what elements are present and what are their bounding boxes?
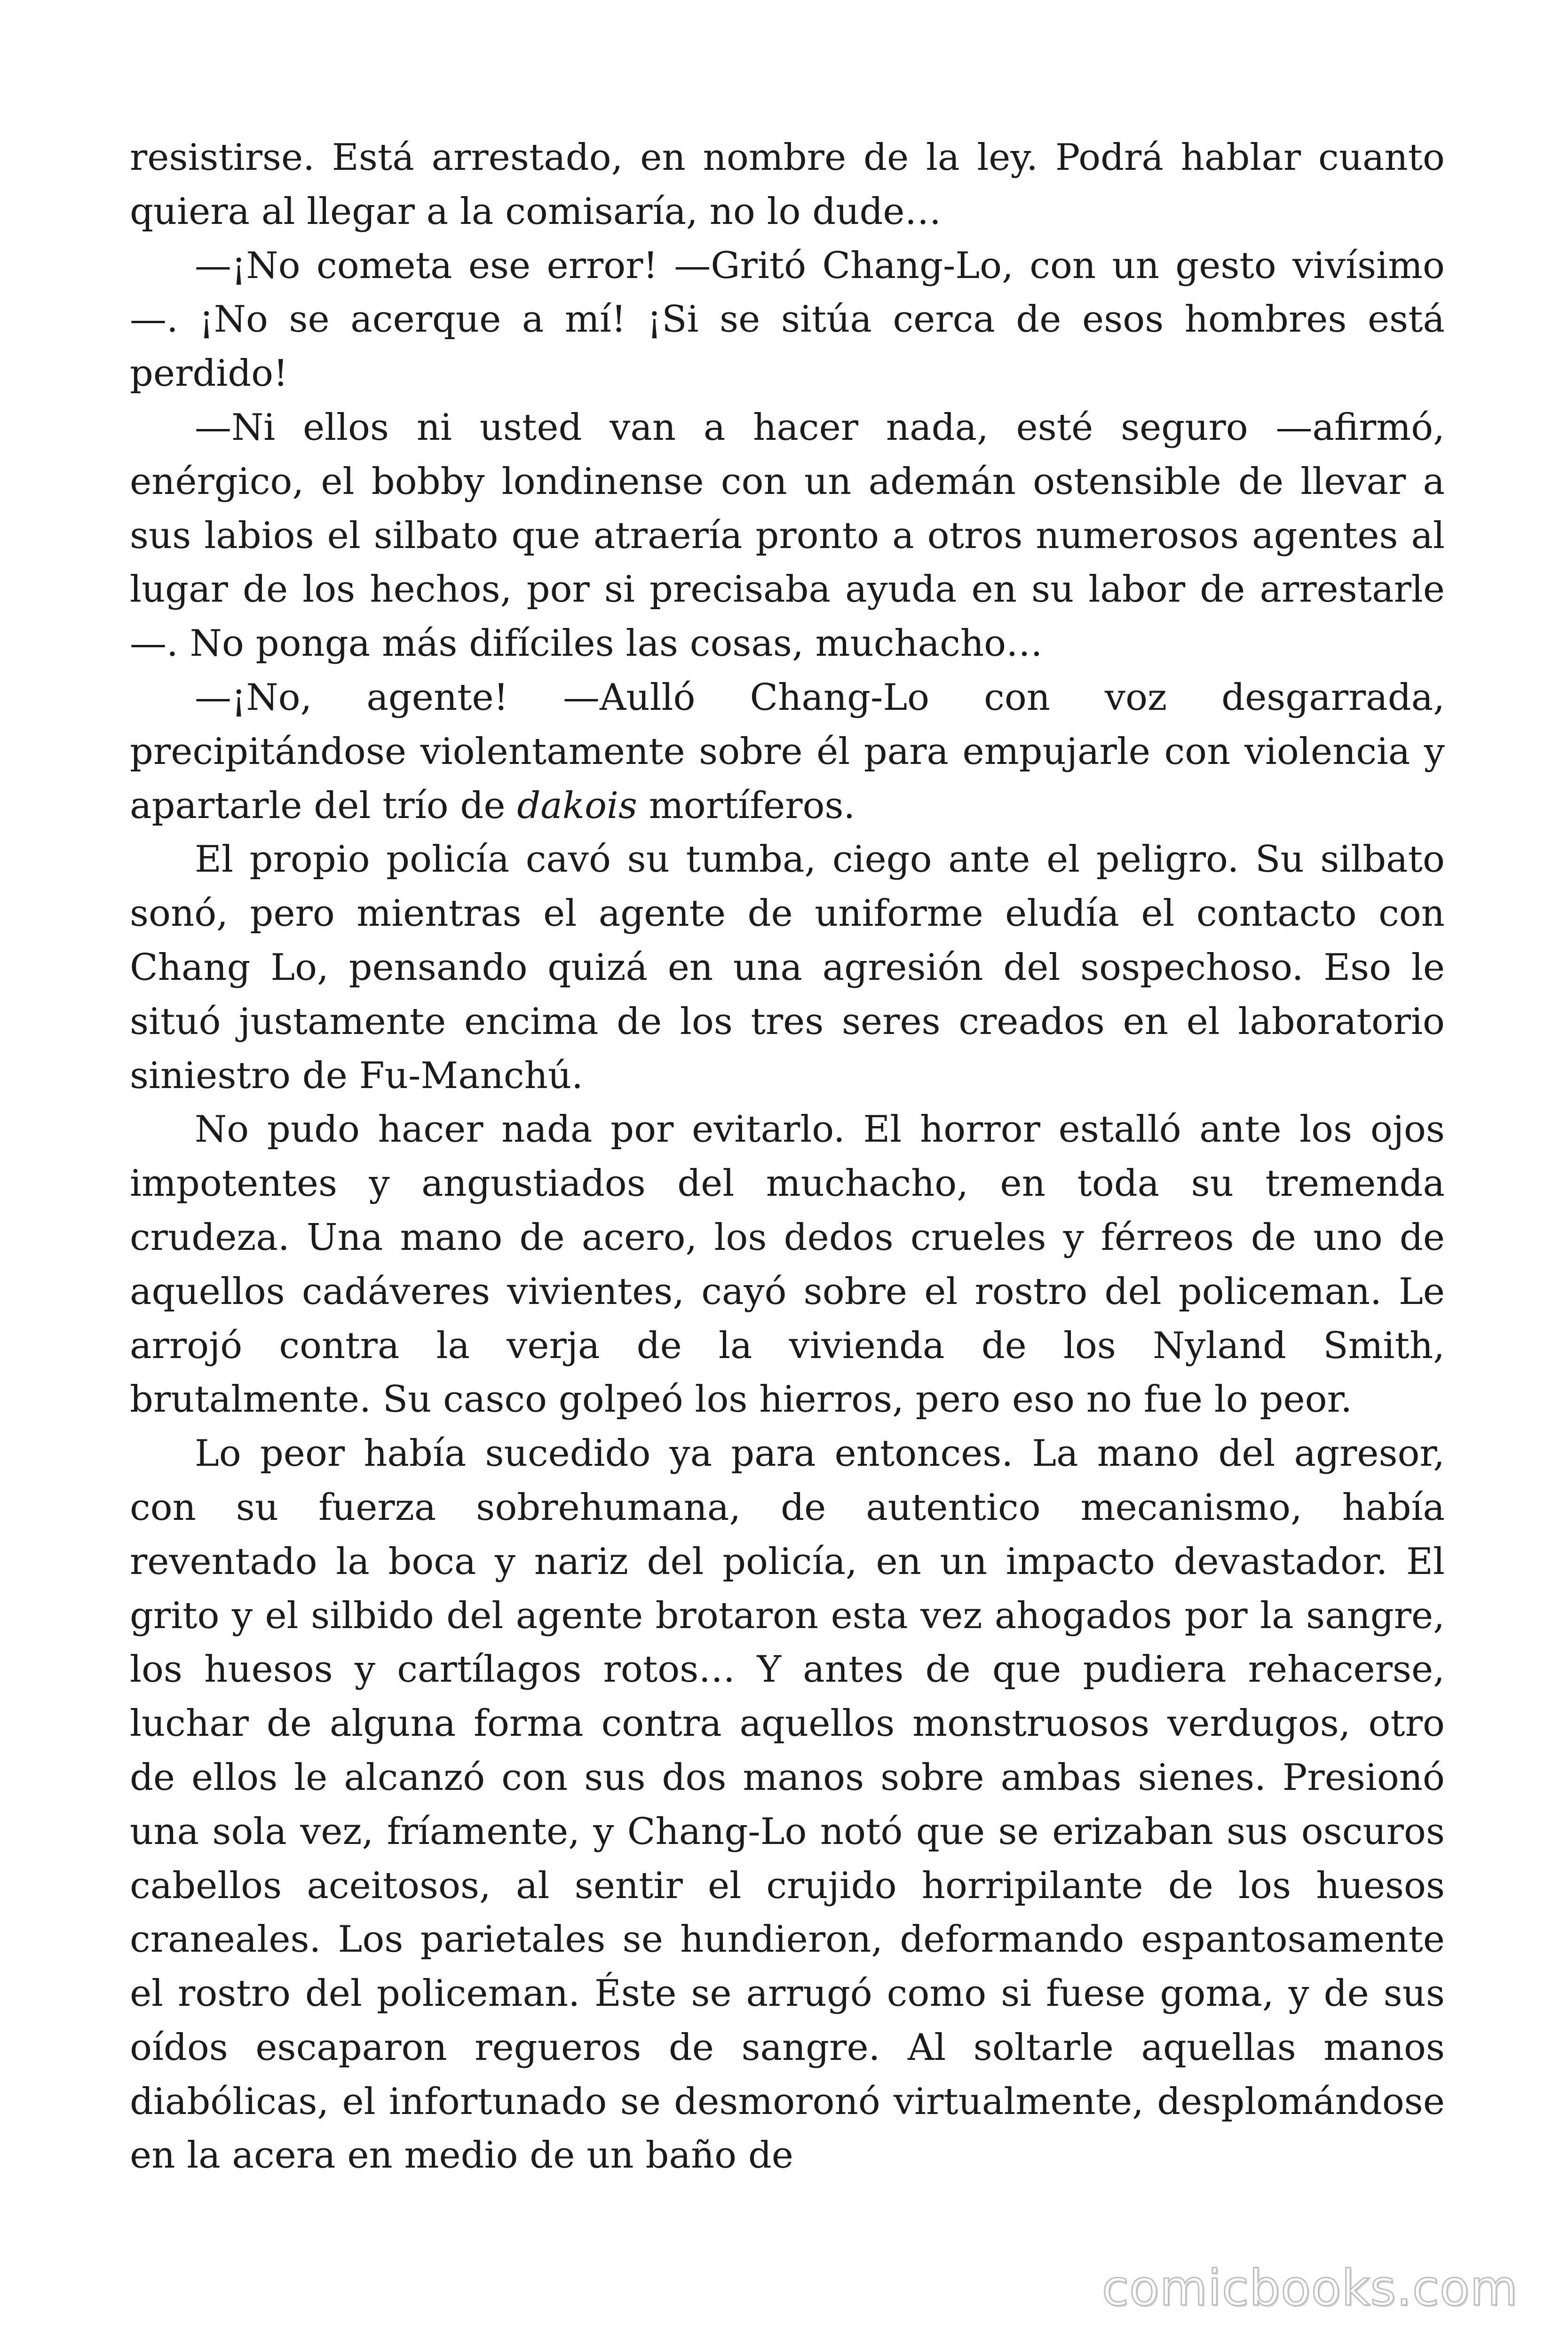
paragraph [130,1427,1445,2183]
body-text [130,131,1445,2183]
paragraph-text: Lo peor había sucedido ya para entonces. La mano del agresor, con su fuerza sobrehumana, de autentico mecanismo, había reventado la boca y nariz del policía, en un impacto devastador. El grito y el silbido del agente brotaron esta vez ahogados por la sangre, los huesos y cartílagos rotos… Y antes de que pudiera rehacerse, luchar de alguna forma contra aquellos monstruosos verdugos, otro de ellos le alcanzó con sus dos manos sobre ambas sienes. Presionó una sola vez, fríamente, y Chang-Lo notó que se erizaban sus oscuros cabellos aceitosos, al sentir el crujido horripilante de los huesos craneales. Los parietales se hundieron, deformando espantosamente el rostro del policeman. Éste se arrugó como si fuese goma, y de sus oídos escaparon regueros de sangre. Al soltarle aquellas manos diabólicas, el infortunado se desmoronó virtualmente, desplomándose en la acera en medio de un baño de [130,1432,1445,2177]
paragraph-text: —¡No cometa ese error! —Gritó Chang-Lo, con un gesto vivísimo—. ¡No se acerque a mí! ¡Si se sitúa cerca de esos hombres está perdido! [130,244,1445,395]
paragraph-text: El propio policía cavó su tumba, ciego ante el peligro. Su silbato sonó, pero mientras el agente de uniforme eludía el contacto con Chang Lo, pensando quizá en una agresión del sospechoso. Eso le situó justamente encima de los tres seres creados en el laboratorio siniestro de Fu-Manchú. [130,838,1445,1097]
paragraph [130,833,1445,1103]
paragraph [130,131,1445,239]
paragraph-text: —Ni ellos ni usted van a hacer nada, esté seguro —afirmó, enérgico, el bobby londinense con un ademán ostensible de llevar a sus labios el silbato que atraería pronto a otros numerosos agentes al lugar de los hechos, por si precisaba ayuda en su labor de arrestarle—. No ponga más difíciles las cosas, muchacho… [130,406,1445,665]
paragraph-text: resistirse. Está arrestado, en nombre de la ley. Podrá hablar cuanto quiera al llegar a la comisaría, no lo dude… [130,136,1445,233]
paragraph-text: mortíferos. [637,784,855,827]
watermark-logo: comicbooks.com [1101,2259,1518,2317]
italic-word: dakois [517,784,637,827]
paragraph-text: No pudo hacer nada por evitarlo. El horror estalló ante los ojos impotentes y angustiados del muchacho, en toda su tremenda crudeza. Una mano de acero, los dedos crueles y férreos de uno de aquellos cadáveres vivientes, cayó sobre el rostro del policeman. Le arrojó contra la verja de la vivienda de los Nyland Smith, brutalmente. Su casco golpeó los hierros, pero eso no fue lo peor. [130,1108,1445,1421]
paragraph [130,401,1445,671]
paragraph [130,671,1445,833]
paragraph-text: —¡No, agente! —Aulló Chang-Lo con voz desgarrada, precipitándose violentamente sobre él para empujarle con violencia y apartarle del trío de [130,676,1445,827]
paragraph [130,239,1445,401]
paragraph [130,1103,1445,1427]
